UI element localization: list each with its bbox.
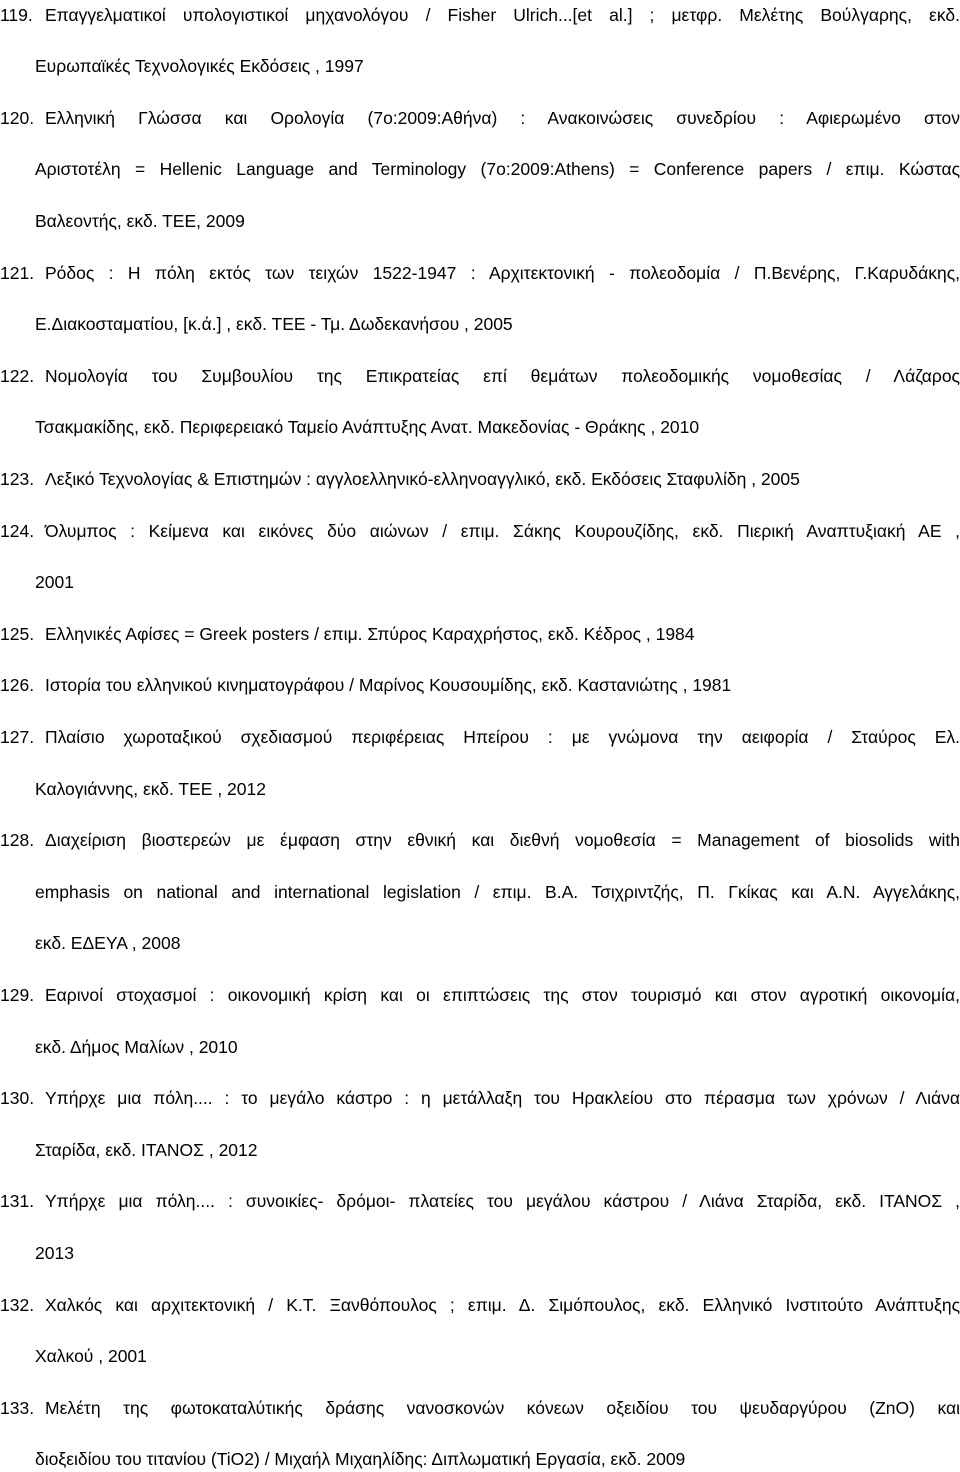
entry-text: Υπήρχε μια πόλη.... : το μεγάλο κάστρο : η μετάλλαξη του Ηρακλείου στο πέρασμα των χρόνων / Λιάνα xyxy=(45,1088,960,1109)
entry-number: 128. xyxy=(0,830,35,851)
entry-text: Καλογιάννης, εκδ. ΤΕΕ , 2012 xyxy=(35,778,266,799)
entry-text: Χαλκού , 2001 xyxy=(35,1346,147,1367)
entry-number: 126. xyxy=(0,675,35,696)
entry-continuation-line xyxy=(35,569,960,595)
entry-continuation-line xyxy=(35,311,960,337)
entry-first-line xyxy=(0,1188,960,1214)
entry-text: Όλυμπος : Κείμενα και εικόνες δύο αιώνων / επιμ. Σάκης Κουρουζίδης, εκδ. Πιερική Αναπτυξιακή ΑΕ , xyxy=(45,520,960,541)
entry-continuation-line xyxy=(35,1343,960,1369)
entry-first-line xyxy=(0,105,960,131)
entry-number: 122. xyxy=(0,365,35,386)
entry-text: Λεξικό Τεχνολογίας & Επιστημών : αγγλοελληνικό-ελληνοαγγλικό, εκδ. Εκδόσεις Σταφυλίδη , 2005 xyxy=(45,468,800,489)
entry-first-line xyxy=(0,982,960,1008)
entry-text: Μελέτη της φωτοκαταλύτικής δράσης νανοσκονών κόνεων οξειδίου του ψευδαργύρου (ZnO) και xyxy=(45,1397,960,1418)
entry-text: Επαγγελματικοί υπολογιστικοί μηχανολόγου / Fisher Ulrich...[et al.] ; μετφρ. Μελέτης Βούλγαρης, εκδ. xyxy=(45,4,960,25)
entry-text: emphasis on national and international legislation / επιμ. Β.Α. Τσιχριντζής, Π. Γκίκας και Α.Ν. Αγγελάκης, xyxy=(35,881,960,902)
entry-text: Ιστορία του ελληνικού κινηματογράφου / Μαρίνος Κουσουμίδης, εκδ. Καστανιώτης , 1981 xyxy=(45,675,732,696)
entry-number: 121. xyxy=(0,262,35,283)
entry-continuation-line xyxy=(35,1034,960,1060)
entry-continuation-line xyxy=(35,879,960,905)
entry-first-line xyxy=(0,363,960,389)
entry-number: 120. xyxy=(0,107,35,128)
entry-first-line xyxy=(0,518,960,544)
entry-continuation-line xyxy=(35,414,960,440)
entry-number: 131. xyxy=(0,1191,35,1212)
entry-text: Ρόδος : Η πόλη εκτός των τειχών 1522-1947 : Αρχιτεκτονική - πολεοδομία / Π.Βενέρης, Γ.Καρυδάκης, xyxy=(45,262,960,283)
entry-number: 119. xyxy=(0,4,33,25)
entry-first-line xyxy=(0,724,960,750)
entry-first-line xyxy=(0,827,960,853)
entry-text: Διαχείριση βιοστερεών με έμφαση στην εθνική και διεθνή νομοθεσία = Management of biosolids with xyxy=(45,830,960,851)
entry-continuation-line xyxy=(35,1137,960,1163)
entry-text: 2013 xyxy=(35,1242,74,1263)
entry-text: Πλαίσιο χωροταξικού σχεδιασμού περιφέρειας Ηπείρου : με γνώμονα την αειφορία / Σταύρος Ελ. xyxy=(45,726,960,747)
entry-first-line xyxy=(0,466,960,492)
entry-text: Τσακμακίδης, εκδ. Περιφερειακό Ταμείο Ανάπτυξης Ανατ. Μακεδονίας - Θράκης , 2010 xyxy=(35,417,700,438)
entry-first-line xyxy=(0,1395,960,1421)
entry-text: διοξειδίου του τιτανίου (TiO2) / Μιχαήλ Μιχαηλίδης: Διπλωματική Εργασία, εκδ. 2009 xyxy=(35,1449,686,1470)
entry-number: 132. xyxy=(0,1294,35,1315)
entry-text: Σταρίδα, εκδ. ΙΤΑΝΟΣ , 2012 xyxy=(35,1139,258,1160)
entry-continuation-line xyxy=(35,776,960,802)
entry-first-line xyxy=(0,1085,960,1111)
entry-number: 133. xyxy=(0,1397,35,1418)
entry-text: Ελληνικές Αφίσες = Greek posters / επιμ. Σπύρος Καραχρήστος, εκδ. Κέδρος , 1984 xyxy=(45,623,695,644)
entry-number: 127. xyxy=(0,726,35,747)
entry-first-line xyxy=(0,672,960,698)
entry-text: εκδ. ΕΔΕΥΑ , 2008 xyxy=(35,933,181,954)
entry-text: Αριστοτέλη = Hellenic Language and Terminology (7ο:2009:Athens) = Conference papers / επιμ. Κώστας xyxy=(35,159,960,180)
entry-number: 123. xyxy=(0,468,35,489)
entry-text: Νομολογία του Συμβουλίου της Επικρατείας επί θεμάτων πολεοδομικής νομοθεσίας / Λάζαρος xyxy=(45,365,960,386)
entry-text: Χαλκός και αρχιτεκτονική / Κ.Τ. Ξανθόπουλος ; επιμ. Δ. Σιμόπουλος, εκδ. Ελληνικό Ινστιτούτο Ανάπτυξης xyxy=(45,1294,960,1315)
entry-text: Ευρωπαϊκές Τεχνολογικές Εκδόσεις , 1997 xyxy=(35,56,364,77)
entry-text: Βαλεοντής, εκδ. ΤΕΕ, 2009 xyxy=(35,210,245,231)
entry-continuation-line xyxy=(35,208,960,234)
entry-text: Εαρινοί στοχασμοί : οικονομική κρίση και οι επιπτώσεις της στον τουρισμό και στον αγροτική οικονομία, xyxy=(45,984,960,1005)
entry-text: 2001 xyxy=(35,572,74,593)
entry-first-line xyxy=(0,621,960,647)
entry-number: 130. xyxy=(0,1088,35,1109)
entry-continuation-line xyxy=(35,1446,960,1472)
entry-first-line xyxy=(0,1292,960,1318)
entry-text: Ε.Διακοσταματίου, [κ.ά.] , εκδ. ΤΕΕ - Τμ. Δωδεκανήσου , 2005 xyxy=(35,314,513,335)
entry-continuation-line xyxy=(35,53,960,79)
entry-continuation-line xyxy=(35,930,960,956)
entry-number: 129. xyxy=(0,984,35,1005)
entry-text: Υπήρχε μια πόλη.... : συνοικίες- δρόμοι- πλατείες του μεγάλου κάστρου / Λιάνα Σταρίδα, εκδ. ΙΤΑΝΟΣ , xyxy=(45,1191,960,1212)
entry-first-line xyxy=(0,2,960,28)
entry-number: 124. xyxy=(0,520,35,541)
entry-continuation-line xyxy=(35,1240,960,1266)
entry-first-line xyxy=(0,260,960,286)
entry-text: Ελληνική Γλώσσα και Ορολογία (7ο:2009:Αθήνα) : Ανακοινώσεις συνεδρίου : Αφιερωμένο στον xyxy=(45,107,960,128)
entry-number: 125. xyxy=(0,623,35,644)
entry-text: εκδ. Δήμος Μαλίων , 2010 xyxy=(35,1036,238,1057)
entry-continuation-line xyxy=(35,156,960,182)
